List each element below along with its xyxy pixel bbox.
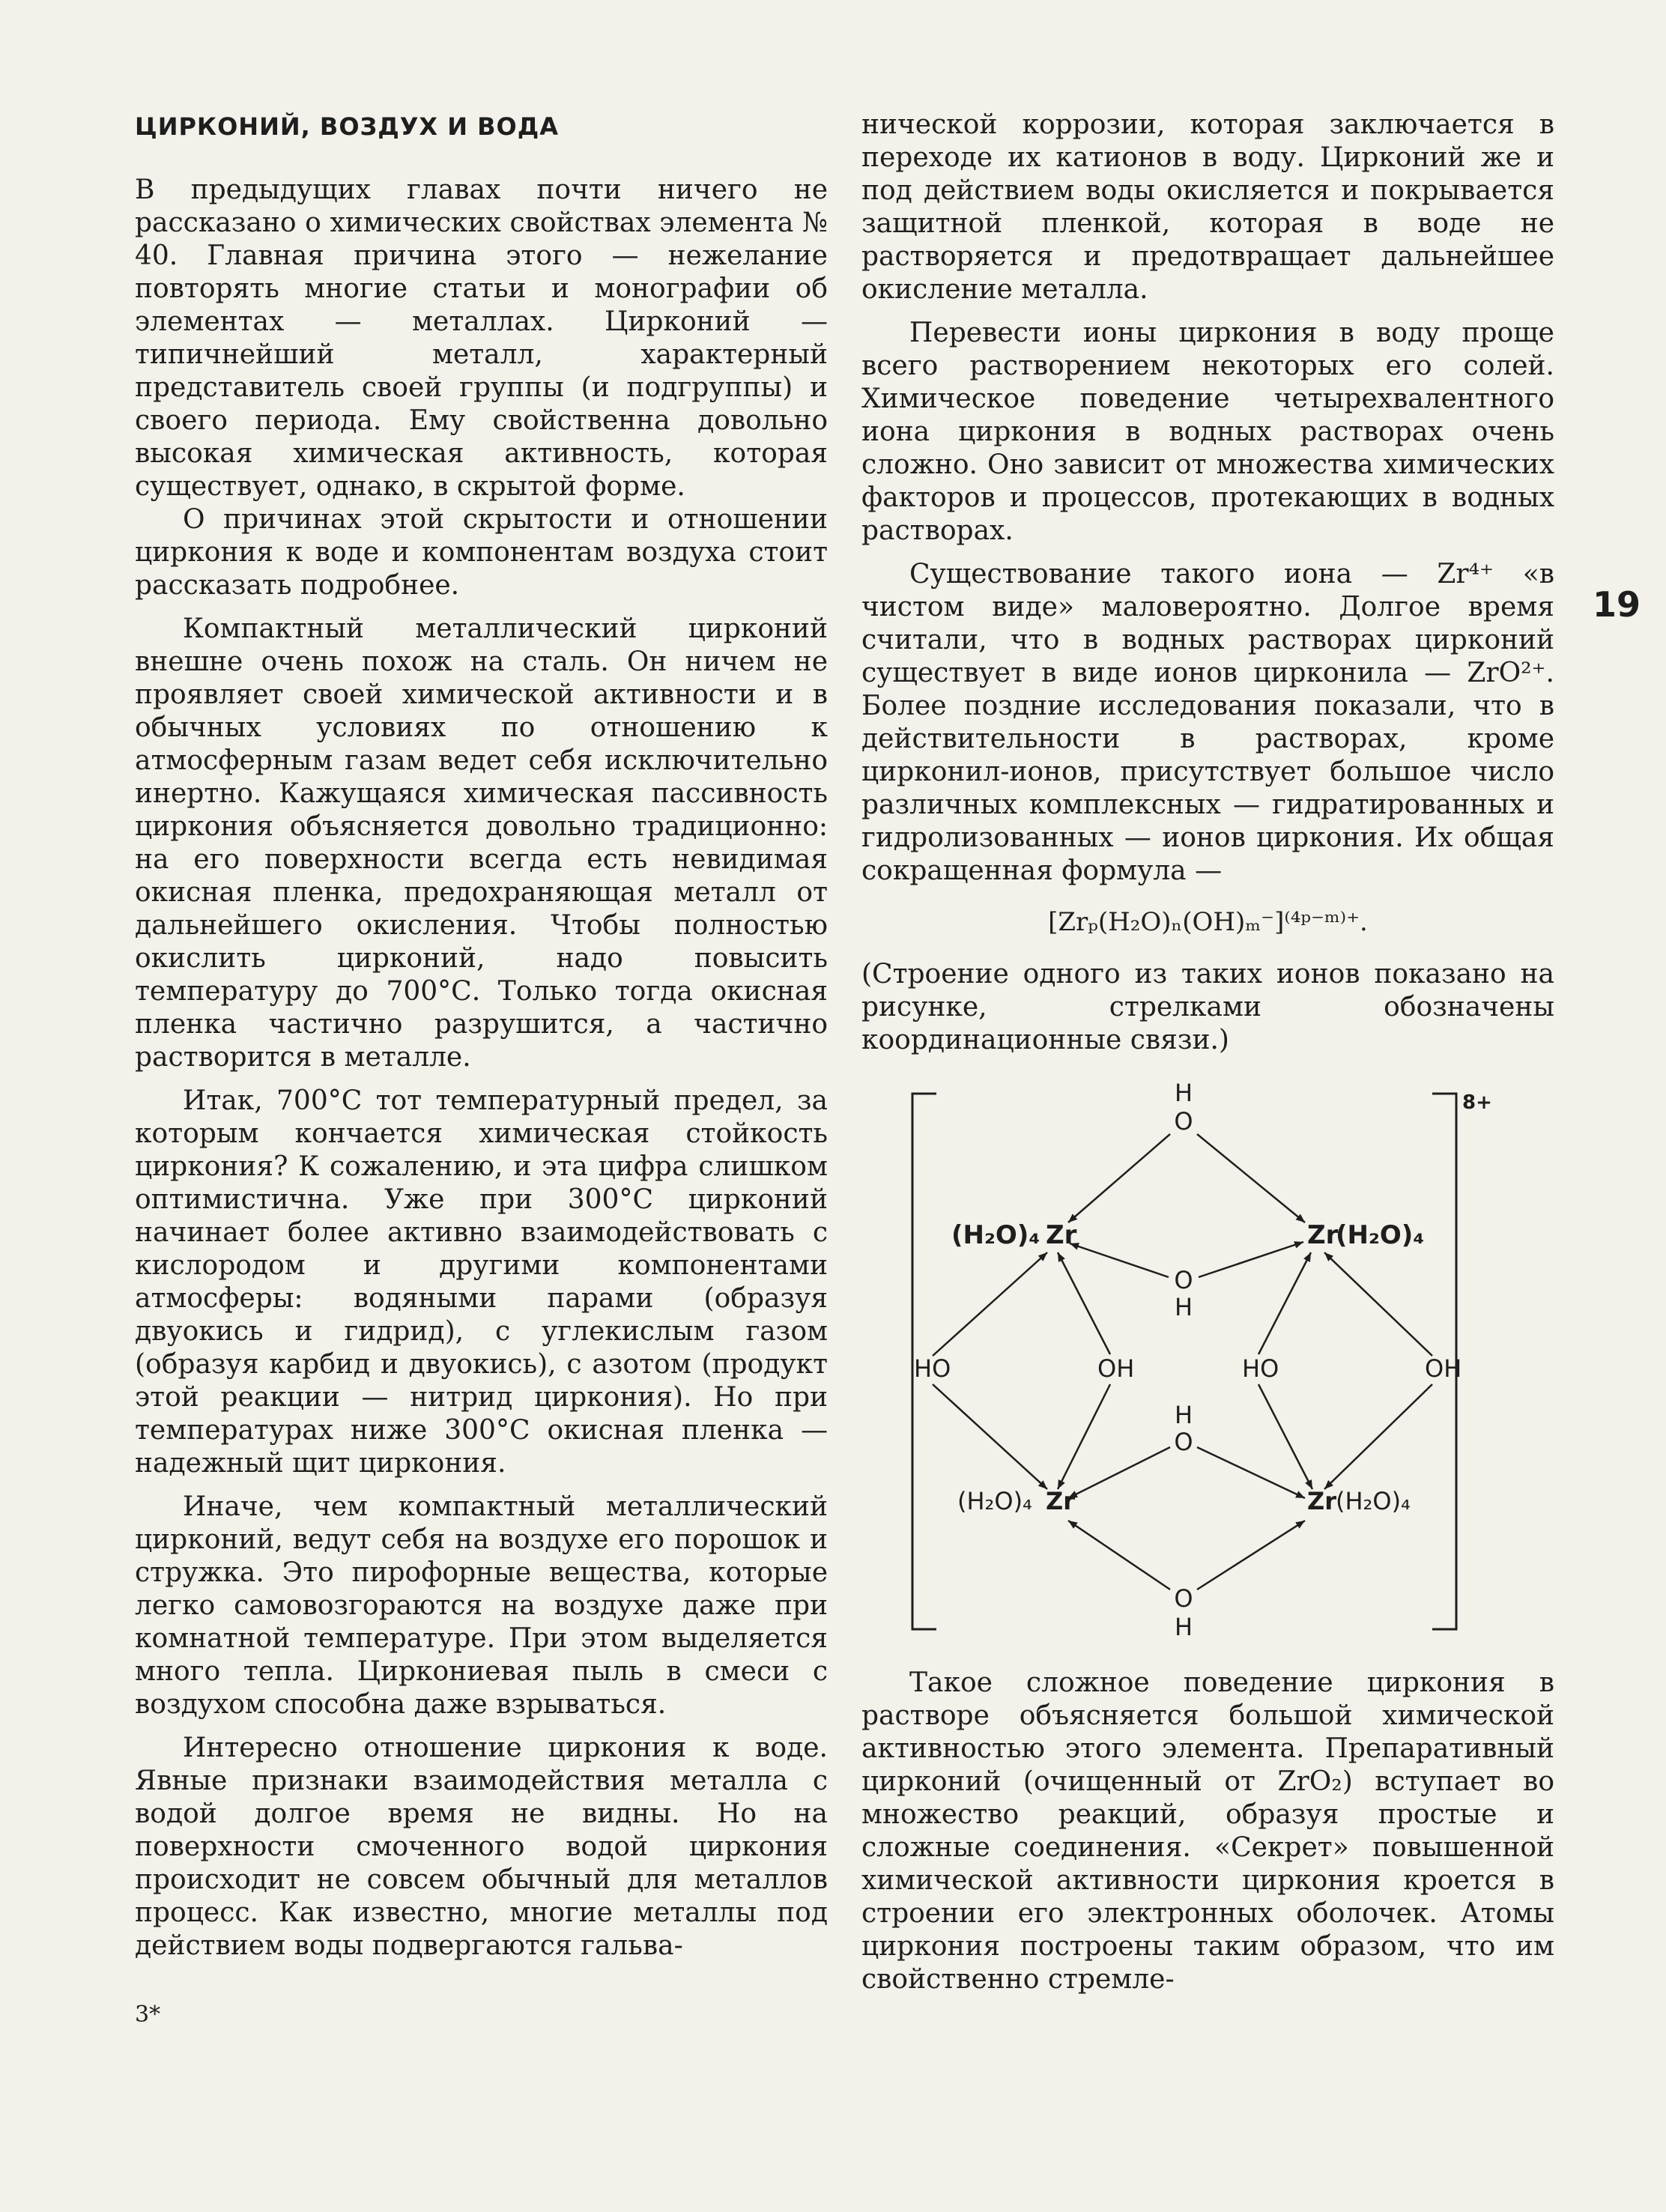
right-oh-label: OH	[1425, 1354, 1462, 1383]
lower-mid-h-label: H	[1174, 1401, 1193, 1429]
bond-arrow	[1324, 1252, 1432, 1356]
zr-lower-left: Zr	[1046, 1487, 1075, 1515]
paragraph: Такое сложное поведение циркония в растворе объясняется большой химической активностью этого элемента. Препаративный цирконий (очищенный от ZrO₂) вступает во множество реакций, образуя простые и сложные соединения. «Секрет» повышенной химической активности циркония кроется в строении его электронных оболочек. Атомы циркония построены таким образом, что им свойственно стремле-	[861, 1667, 1554, 1995]
paragraph: Компактный металлический цирконий внешне очень похож на сталь. Он ничем не проявляет своей химической активности и в обычных условиях по отношению к атмосферным газам ведет себя исключительно инертно. Кажущаяся химическая пассивность циркония объясняется довольно традиционно: на его поверхности всегда есть невидимая окисная пленка, предохраняющая металл от дальнейшего окисления. Чтобы полностью окислить цирконий, надо повысить температуру до 700°С. Только тогда окисная пленка частично разрушится, а частично растворится в металле.	[135, 613, 828, 1073]
bond-arrow	[1258, 1384, 1312, 1489]
bond-arrow	[1058, 1384, 1110, 1489]
bond-arrow	[1197, 1134, 1305, 1222]
right-column	[861, 109, 1554, 1057]
left-ho-label: HO	[914, 1354, 951, 1383]
zr-lower-right: Zr	[1307, 1487, 1336, 1515]
paragraph: нической коррозии, которая заключается в переходе их катионов в воду. Цирконий же и под действием воды окисляется и покрывается защитной пленкой, которая в воде не растворяется и предотвращает дальнейшее окисление металла.	[861, 109, 1554, 305]
bond-arrow	[1058, 1252, 1110, 1354]
page-number: 19	[1593, 584, 1641, 625]
upper-mid-o-label: O	[1174, 1266, 1193, 1294]
bond-arrow	[1068, 1447, 1170, 1498]
bond-arrow	[1068, 1134, 1170, 1222]
inner-left-oh-label: OH	[1097, 1354, 1135, 1383]
zr-lower-right-ligand: (H₂O)₄	[1336, 1487, 1411, 1515]
bottom-o-label: O	[1174, 1584, 1193, 1613]
general-formula: [Zrₚ(H₂O)ₙ(OH)ₘ⁻]⁽⁴ᵖ⁻ᵐ⁾⁺.	[1048, 907, 1368, 937]
bond-arrow	[1324, 1384, 1432, 1489]
left-column	[135, 105, 828, 1963]
zirconium-ion-structure-diagram	[899, 1079, 1492, 1648]
paragraph: Итак, 700°С тот температурный предел, за которым кончается химическая стойкость циркония? К сожалению, и эта цифра слишком оптимистична. Уже при 300°С цирконий начинает более активно взаимодействовать с кислородом и другими компонентами атмосферы: водяными парами (образуя двуокись и гидрид), с углекислым газом (образуя карбид и двуокись), с азотом (продукт этой реакции — нитрид циркония). Но при температурах ниже 300°С окисная пленка — надежный щит циркония.	[135, 1085, 828, 1479]
inner-right-ho-label: HO	[1242, 1354, 1279, 1383]
zr-upper-right-ligand: (H₂O)₄	[1336, 1220, 1425, 1250]
zr-lower-left-ligand: (H₂O)₄	[957, 1487, 1032, 1515]
zr-upper-left-ligand: (H₂O)₄	[951, 1220, 1041, 1250]
upper-mid-h-label: H	[1174, 1293, 1193, 1321]
top-o-label: O	[1174, 1107, 1193, 1136]
article-heading: ЦИРКОНИЙ, ВОЗДУХ И ВОДА	[135, 112, 560, 141]
paragraph: О причинах этой скрытости и отношении циркония к воде и компонентам воздуха стоит рассказать подробнее.	[135, 504, 828, 601]
bond-arrow	[933, 1384, 1047, 1489]
top-h-label: H	[1174, 1079, 1193, 1107]
paragraph: Иначе, чем компактный металлический цирконий, ведут себя на воздухе его порошок и стружка. Это пирофорные вещества, которые легко самовозгораются на воздухе даже при комнатной температуре. При этом выделяется много тепла. Циркониевая пыль в смеси с воздухом способна даже взрываться.	[135, 1491, 828, 1720]
bond-arrow	[1199, 1242, 1303, 1277]
right-column-bottom	[861, 1667, 1554, 1996]
lower-mid-o-label: O	[1174, 1428, 1193, 1456]
signature-mark: 3*	[135, 2002, 161, 2028]
formula-caption: (Строение одного из таких ионов показано на рисунке, стрелками обозначены координационные связи.)	[861, 959, 1554, 1055]
paragraph: Интересно отношение циркония к воде. Явные признаки взаимодействия металла с водой долгое время не видны. Но на поверхности смоченного водой циркония происходит не совсем обычный для металлов процесс. Как известно, многие металлы под действием воды подвергаются гальва-	[135, 1733, 828, 1961]
paragraph: В предыдущих главах почти ничего не рассказано о химических свойствах элемента № 40. Главная причина этого — нежелание повторять многие статьи и монографии об элементах — металлах. Цирконий — типичнейший металл, характерный представитель своей группы (и подгруппы) и своего периода. Ему свойственна довольно высокая химическая активность, которая существует, однако, в скрытой форме.	[135, 175, 828, 502]
zr-upper-right: Zr	[1307, 1220, 1339, 1250]
charge-label: 8+	[1462, 1091, 1492, 1114]
bond-arrow	[1070, 1243, 1169, 1277]
paragraph: Существование такого иона — Zr⁴⁺ «в чистом виде» маловероятно. Долгое время считали, что в водных растворах цирконий существует в виде ионов цирконила — ZrO²⁺. Более поздние исследования показали, что в действительности в растворах, кроме цирконил-ионов, присутствует большое число различных комплексных — гидратированных и гидролизованных — ионов циркония. Их общая сокращенная формула —	[861, 559, 1554, 886]
zr-upper-left: Zr	[1046, 1220, 1077, 1250]
bond-arrow	[1258, 1252, 1311, 1354]
bottom-h-label: H	[1174, 1613, 1193, 1641]
bond-arrow	[933, 1252, 1047, 1356]
bond-arrow	[1197, 1521, 1305, 1590]
bond-arrow	[1197, 1447, 1305, 1498]
bond-arrow	[1068, 1521, 1170, 1590]
paragraph: Перевести ионы циркония в воду проще всего растворением некоторых его солей. Химическое поведение четырехвалентного иона циркония в водных растворах очень сложно. Оно зависит от множества химических факторов и процессов, протекающих в водных растворах.	[861, 318, 1554, 546]
